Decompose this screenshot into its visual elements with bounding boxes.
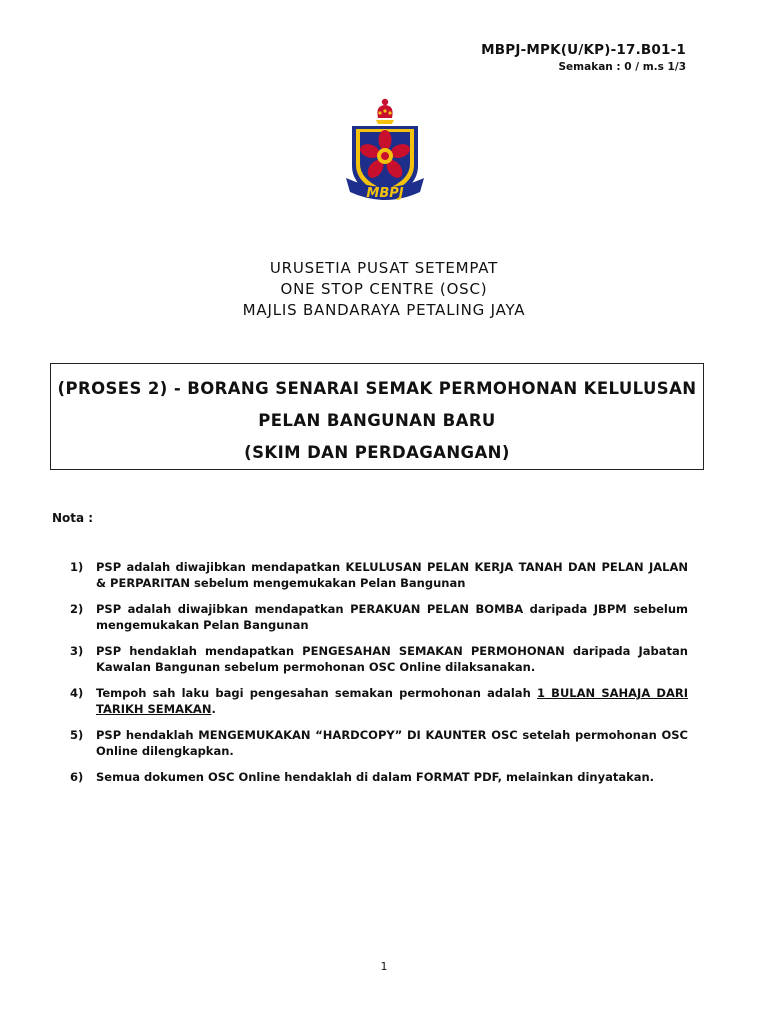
- note-text-after: .: [211, 702, 216, 716]
- note-item: [70, 601, 688, 633]
- crown-icon: [376, 99, 394, 124]
- organization-header: [0, 258, 768, 321]
- note-text: PSP adalah diwajibkan mendapatkan KELULUSAN PELAN KERJA TANAH DAN PELAN JALAN & PERPARITAN sebelum mengemukakan Pelan Bangunan: [96, 560, 688, 590]
- note-text-underlined: 1 BULAN SAHAJA DARI TARIKH SEMAKAN: [96, 686, 689, 716]
- revision-info: Semakan : 0 / m.s 1/3: [558, 61, 686, 73]
- note-number: 3): [70, 644, 84, 658]
- page-number: 1: [380, 960, 388, 973]
- header-line-2: ONE STOP CENTRE (OSC): [280, 280, 488, 298]
- mbpj-logo: [340, 96, 430, 208]
- note-number: 1): [70, 560, 84, 574]
- title-line-3: (SKIM DAN PERDAGANGAN): [244, 443, 510, 462]
- header-line-1: URUSETIA PUSAT SETEMPAT: [269, 259, 499, 277]
- nota-label: Nota :: [52, 511, 94, 525]
- title-line-2: PELAN BANGUNAN BARU: [258, 411, 496, 430]
- note-text: [96, 685, 688, 717]
- note-number: 6): [70, 770, 84, 784]
- note-number: 4): [70, 686, 84, 700]
- note-text-before: Tempoh sah laku bagi pengesahan semakan permohonan adalah: [96, 686, 537, 700]
- note-item: [70, 769, 688, 785]
- note-item: [70, 727, 688, 759]
- notes-list: [70, 559, 688, 795]
- note-text: Semua dokumen OSC Online hendaklah di dalam FORMAT PDF, melainkan dinyatakan.: [96, 770, 655, 784]
- document-code: MBPJ-MPK(U/KP)-17.B01-1: [481, 42, 686, 58]
- note-item: [70, 685, 688, 717]
- header-line-3: MAJLIS BANDARAYA PETALING JAYA: [242, 301, 526, 319]
- logo-text: MBPJ: [366, 186, 404, 201]
- title-line-1: (PROSES 2) - BORANG SENARAI SEMAK PERMOHONAN KELULUSAN: [57, 379, 697, 398]
- note-item: [70, 643, 688, 675]
- note-text: PSP adalah diwajibkan mendapatkan PERAKUAN PELAN BOMBA daripada JBPM sebelum mengemukakan Pelan Bangunan: [96, 602, 688, 632]
- note-text: PSP hendaklah MENGEMUKAKAN “HARDCOPY” DI KAUNTER OSC setelah permohonan OSC Online dilengkapkan.: [96, 728, 688, 758]
- note-number: 2): [70, 602, 84, 616]
- mbpj-logo-emblem: [340, 96, 430, 208]
- document-code-block: [481, 42, 686, 73]
- note-item: [70, 559, 688, 591]
- note-text: PSP hendaklah mendapatkan PENGESAHAN SEMAKAN PERMOHONAN daripada Jabatan Kawalan Bangunan sebelum permohonan OSC Online dilaksanakan.: [96, 644, 688, 674]
- form-title-box: [50, 363, 704, 470]
- note-number: 5): [70, 728, 84, 742]
